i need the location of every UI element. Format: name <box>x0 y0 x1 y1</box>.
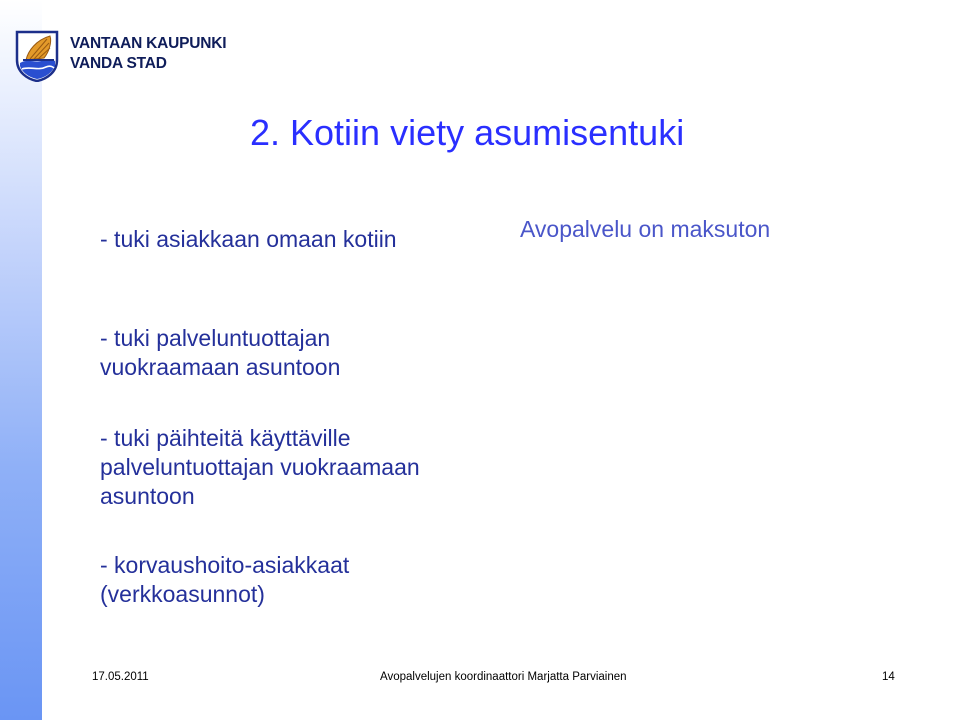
logo-text <box>70 34 226 74</box>
list-item: - tuki päihteitä käyttäville palveluntuottajan vuokraamaan asuntoon <box>100 425 420 509</box>
free-service-note: Avopalvelu on maksuton <box>520 216 771 242</box>
page-number: 14 <box>882 671 895 683</box>
slide-title: 2. Kotiin viety asumisentuki <box>250 112 685 153</box>
list-item: - korvaushoito-asiakkaat (verkkoasunnot) <box>100 552 350 607</box>
footer-date: 17.05.2011 <box>92 671 149 683</box>
left-gradient-band <box>0 0 42 720</box>
list-item: - tuki asiakkaan omaan kotiin <box>100 226 397 252</box>
footer-author: Avopalvelujen koordinaattori Marjatta Parviainen <box>380 671 627 683</box>
vantaa-coat-of-arms-icon <box>14 30 60 82</box>
logo-line-1: VANTAAN KAUPUNKI <box>70 35 227 52</box>
vantaa-logo <box>14 30 226 82</box>
list-item: - tuki palveluntuottajan vuokraamaan asuntoon <box>100 325 341 380</box>
logo-line-2: VANDA STAD <box>70 55 167 72</box>
